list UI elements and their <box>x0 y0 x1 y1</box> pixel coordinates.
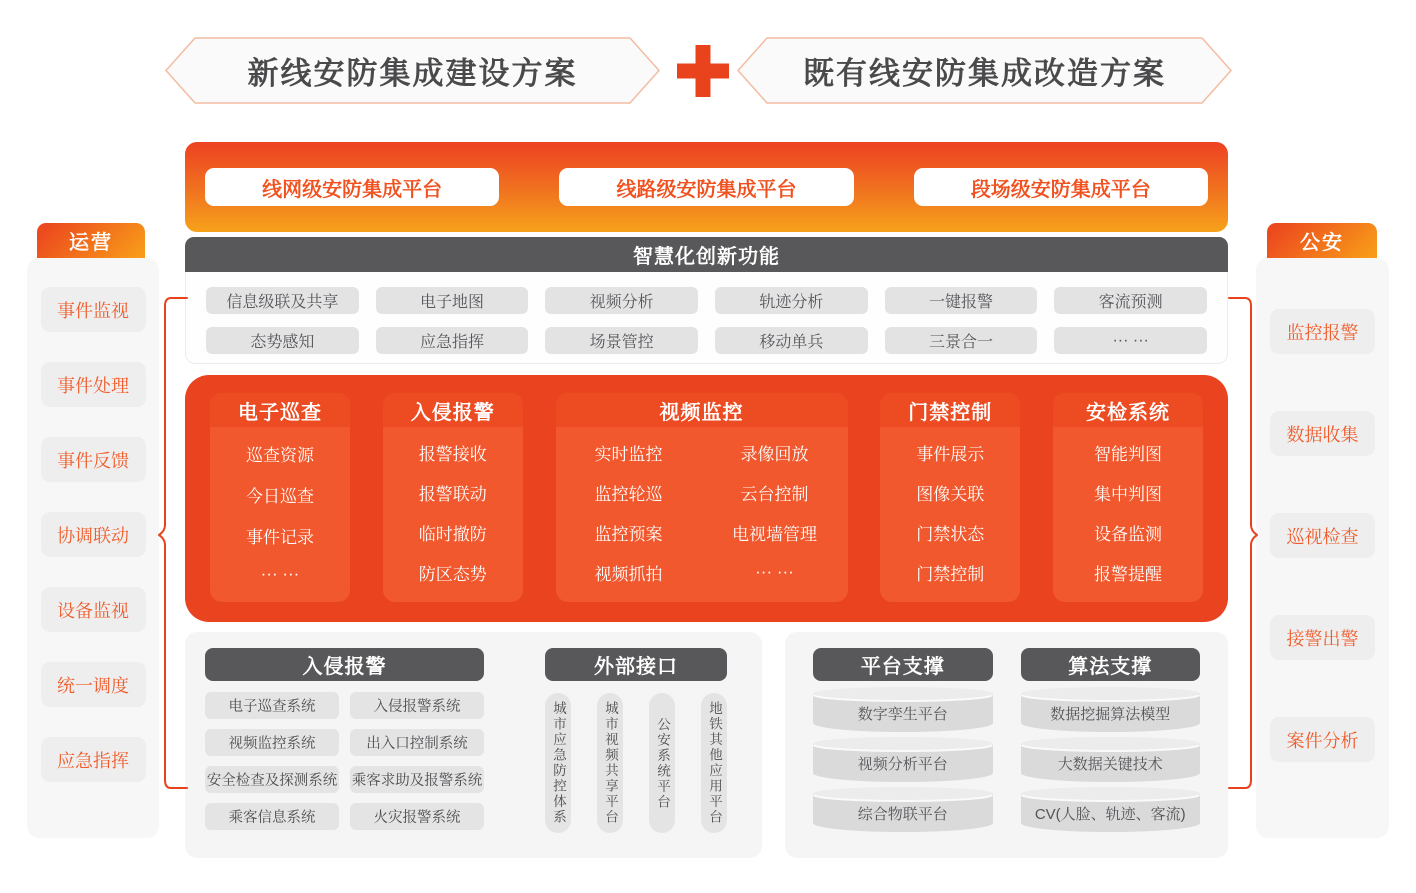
legacy-pill: 出入口控制系统 <box>350 729 484 756</box>
subsystems-panel <box>185 632 762 858</box>
sidebar-item: 统一调度 <box>41 662 146 707</box>
core-column-intrusion <box>383 393 523 602</box>
core-item: 集中判图 <box>1094 485 1162 505</box>
core-column-epatrol <box>210 393 350 602</box>
core-item-ellipsis: ··· ··· <box>755 562 794 582</box>
platform-pill-depot: 段场级安防集成平台 <box>914 168 1208 206</box>
core-item-ellipsis: ··· ··· <box>260 564 300 583</box>
cylinder-top <box>1021 687 1201 700</box>
smart-pill: 移动单兵 <box>715 327 868 354</box>
core-panel <box>185 375 1228 622</box>
sidebar-item: 事件监视 <box>41 287 146 332</box>
smart-pill: 电子地图 <box>376 287 529 314</box>
cylinder-algorithm <box>1021 737 1201 782</box>
sidebar-item: 接警出警 <box>1270 615 1375 660</box>
cylinder-platform <box>813 737 993 782</box>
smart-section-title: 智慧化创新功能 <box>185 237 1228 272</box>
sidebar-item: 协调联动 <box>41 512 146 557</box>
algorithm-support-header: 算法支撑 <box>1021 648 1201 681</box>
legacy-pill: 乘客求助及报警系统 <box>350 766 484 793</box>
sidebar-item: 应急指挥 <box>41 737 146 782</box>
sidebar-item: 案件分析 <box>1270 717 1375 762</box>
core-column-title: 电子巡查 <box>210 393 350 427</box>
sidebar-item: 巡视检查 <box>1270 513 1375 558</box>
smart-pill: 一键报警 <box>885 287 1038 314</box>
sidebar-item: 事件处理 <box>41 362 146 407</box>
core-item: 监控预案 <box>594 524 663 544</box>
cylinder-label: 数字孪生平台 <box>813 694 993 732</box>
cylinder-label: 数据挖掘算法模型 <box>1021 694 1201 732</box>
banner-new-line-label: 新线安防集成建设方案 <box>247 56 578 91</box>
core-item: 临时撤防 <box>418 524 487 544</box>
external-vpill: 城市应急防控体系 <box>545 693 571 833</box>
core-column-title: 视频监控 <box>556 393 848 427</box>
platform-pill-line: 线路级安防集成平台 <box>559 168 853 206</box>
right-brace-icon <box>1227 297 1259 789</box>
core-item: 事件展示 <box>916 445 985 465</box>
cylinder-top <box>1021 787 1201 800</box>
smart-pill-ellipsis: ··· ··· <box>1054 327 1207 354</box>
legacy-pill: 火灾报警系统 <box>350 803 484 830</box>
core-column-video <box>556 393 848 602</box>
core-column-access <box>880 393 1020 602</box>
sidebar-item: 数据收集 <box>1270 411 1375 456</box>
cylinder-platform <box>813 787 993 832</box>
legacy-pill: 电子巡查系统 <box>205 692 339 719</box>
cylinder-label: 视频分析平台 <box>813 744 993 782</box>
core-item: 电视墙管理 <box>732 524 817 544</box>
legacy-header: 入侵报警 <box>205 648 484 681</box>
cylinder-platform <box>813 687 993 732</box>
core-item: 事件记录 <box>246 528 314 547</box>
smart-pill: 视频分析 <box>545 287 698 314</box>
core-item: 设备监测 <box>1094 524 1162 544</box>
smart-pill: 客流预测 <box>1054 287 1207 314</box>
platform-support-header: 平台支撑 <box>813 648 993 681</box>
core-item: 云台控制 <box>740 485 809 505</box>
smart-section <box>185 237 1228 364</box>
smart-pill: 轨迹分析 <box>715 287 868 314</box>
external-interface-group <box>545 648 727 833</box>
banner-existing-line-label: 既有线安防集成改造方案 <box>803 56 1166 91</box>
core-item: 报警接收 <box>418 445 487 465</box>
external-vpill: 公安系统平台 <box>649 693 675 833</box>
smart-pill: 信息级联及共享 <box>206 287 359 314</box>
smart-pill: 场景管控 <box>545 327 698 354</box>
external-vpill: 地铁其他应用平台 <box>701 693 727 833</box>
smart-pill: 三景合一 <box>885 327 1038 354</box>
core-item: 报警联动 <box>418 485 487 505</box>
support-panel <box>785 632 1228 858</box>
left-brace-icon <box>157 297 189 789</box>
cylinder-top <box>813 687 993 700</box>
core-item: 门禁控制 <box>916 564 985 584</box>
legacy-pill: 乘客信息系统 <box>205 803 339 830</box>
cylinder-algorithm <box>1021 787 1201 832</box>
platform-bar <box>185 142 1228 232</box>
sidebar-item: 事件反馈 <box>41 437 146 482</box>
core-item: 门禁状态 <box>916 524 985 544</box>
smart-pill: 态势感知 <box>206 327 359 354</box>
cylinder-label: 大数据关键技术 <box>1021 744 1201 782</box>
core-item: 监控轮巡 <box>594 485 663 505</box>
core-item: 报警提醒 <box>1094 564 1162 584</box>
sidebar-police-title: 公安 <box>1267 223 1377 258</box>
cylinder-label: CV(人脸、轨迹、客流) <box>1021 794 1201 832</box>
algorithm-support-group <box>1021 648 1201 832</box>
sidebar-item: 设备监视 <box>41 587 146 632</box>
platform-support-group <box>813 648 993 832</box>
core-column-title: 入侵报警 <box>383 393 523 427</box>
legacy-pill: 视频监控系统 <box>205 729 339 756</box>
cylinder-label: 综合物联平台 <box>813 794 993 832</box>
external-header: 外部接口 <box>545 648 727 681</box>
legacy-pill: 安全检查及探测系统 <box>205 766 339 793</box>
platform-pill-network: 线网级安防集成平台 <box>205 168 499 206</box>
legacy-systems-group <box>205 648 484 833</box>
core-item: 图像关联 <box>916 485 985 505</box>
core-item: 巡查资源 <box>246 446 314 465</box>
sidebar-operations-title: 运营 <box>37 223 145 258</box>
cylinder-top <box>813 787 993 800</box>
cylinder-top <box>1021 737 1201 750</box>
banner-existing-line <box>737 37 1232 104</box>
core-item: 防区态势 <box>418 564 487 584</box>
cylinder-top <box>813 737 993 750</box>
external-vpill: 城市视频共享平台 <box>597 693 623 833</box>
core-column-security-check <box>1053 393 1203 602</box>
sidebar-police <box>1256 258 1389 838</box>
core-item: 今日巡查 <box>246 487 314 506</box>
sidebar-operations <box>27 258 159 838</box>
smart-pill-grid <box>186 272 1227 364</box>
plus-icon <box>677 45 729 97</box>
core-column-title: 门禁控制 <box>880 393 1020 427</box>
plus-shape <box>677 45 729 97</box>
core-item: 视频抓拍 <box>594 564 663 584</box>
core-column-title: 安检系统 <box>1053 393 1203 427</box>
legacy-pill: 入侵报警系统 <box>350 692 484 719</box>
core-item: 实时监控 <box>594 445 663 465</box>
smart-pill: 应急指挥 <box>376 327 529 354</box>
core-item: 录像回放 <box>740 445 809 465</box>
cylinder-algorithm <box>1021 687 1201 732</box>
banner-new-line <box>165 37 660 104</box>
sidebar-item: 监控报警 <box>1270 309 1375 354</box>
core-item: 智能判图 <box>1094 445 1162 465</box>
